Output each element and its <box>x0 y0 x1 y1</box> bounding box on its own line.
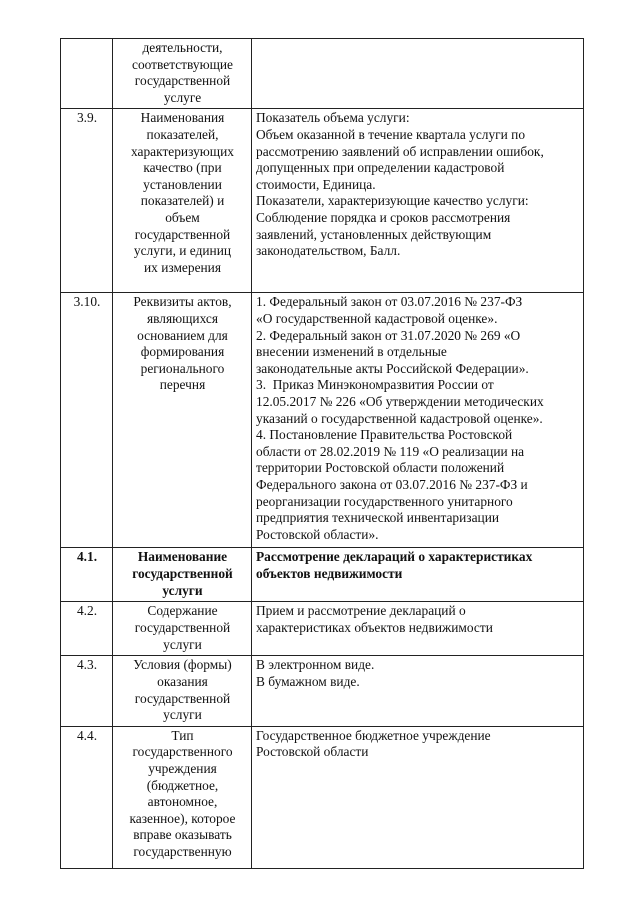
row-description <box>252 293 584 548</box>
row-name-line: их измерения <box>143 259 222 275</box>
row-name-line: казенное), которое <box>129 810 236 826</box>
row-description-line: В электронном виде. <box>256 657 375 673</box>
row-description-line: допущенных при определении кадастровой <box>256 160 505 176</box>
row-name-line: Тип <box>171 727 194 743</box>
row-description-line: реорганизации государственного унитарного <box>256 493 513 509</box>
row-description-line: законодательные акты Российской Федерации». <box>256 360 529 376</box>
row-name-line: деятельности, <box>142 40 223 55</box>
row-description-line: стоимости, Единица. <box>256 176 376 192</box>
row-description-line: Федерального закона от 03.07.2016 № 237-ФЗ и <box>256 476 528 492</box>
row-description-line: Государственное бюджетное учреждение <box>256 727 491 743</box>
row-name-line: услуги <box>162 582 203 598</box>
row-description-line: рассмотрению заявлений об исправлении ошибок, <box>256 143 544 159</box>
row-description-line: «О государственной кадастровой оценке». <box>256 310 498 326</box>
table-row <box>61 726 584 868</box>
row-description-line: Ростовской области». <box>256 526 379 542</box>
table-row <box>61 548 584 602</box>
row-name-line: регионального <box>140 360 225 376</box>
row-name-line: Содержание <box>147 603 218 619</box>
row-name-line: государственной <box>134 73 231 89</box>
row-description <box>252 109 584 293</box>
row-description <box>252 726 584 868</box>
row-name-line: установлении <box>143 176 222 192</box>
row-description-line: Рассмотрение деклараций о характеристиках <box>256 549 533 565</box>
row-name-line: государственной <box>134 690 231 706</box>
table-row <box>61 109 584 293</box>
row-description-line: 12.05.2017 № 226 «Об утверждении методических <box>256 393 544 409</box>
row-name <box>113 602 252 656</box>
row-description-line: области от 28.02.2019 № 119 «О реализации на <box>256 443 525 459</box>
row-name <box>113 726 252 868</box>
row-name-line: услуги <box>163 707 202 723</box>
row-description <box>252 548 584 602</box>
row-name-line: показателей, <box>146 126 219 142</box>
row-description-line: 3. Приказ Минэкономразвития России от <box>256 377 494 393</box>
row-description-line: характеристиках объектов недвижимости <box>256 619 493 635</box>
table-row <box>61 602 584 656</box>
row-description <box>252 39 584 109</box>
row-description-line: законодательством, Балл. <box>256 243 401 259</box>
row-description-line: Показатель объема услуги: <box>256 110 410 126</box>
row-name-line: услуги, и единиц <box>133 243 232 259</box>
table-row <box>61 39 584 109</box>
row-name-line: основанием для <box>137 327 228 343</box>
row-name-line: государственной <box>134 619 231 635</box>
row-name-line: Наименования <box>140 110 225 126</box>
row-description <box>252 602 584 656</box>
row-name-line: автономное, <box>147 794 218 810</box>
row-name-line: показателей) и <box>140 193 225 209</box>
row-name-line: государственной <box>132 565 233 581</box>
row-description-line: внесении изменений в отдельные <box>256 344 447 360</box>
row-number: 4.4. <box>61 726 113 868</box>
table-row <box>61 656 584 726</box>
row-description-line: заявлений, установленных действующим <box>256 226 492 242</box>
row-description-line: указаний о государственной кадастровой оценке». <box>256 410 543 426</box>
row-description <box>252 656 584 726</box>
row-description-line: территории Ростовской области положений <box>256 460 505 476</box>
row-name-line: являющихся <box>146 310 219 326</box>
row-name-line: учреждения <box>148 760 217 776</box>
row-name <box>113 548 252 602</box>
row-description-line: 1. Федеральный закон от 03.07.2016 № 237-ФЗ <box>256 294 523 310</box>
row-description-line: Показатели, характеризующие качество услуги: <box>256 193 529 209</box>
table-row <box>61 293 584 548</box>
row-name-line: (бюджетное, <box>146 777 219 793</box>
row-number: 4.3. <box>61 656 113 726</box>
row-number: 3.10. <box>61 293 113 548</box>
row-description-line: Объем оказанной в течение квартала услуги по <box>256 126 526 142</box>
row-number: 4.1. <box>61 548 113 602</box>
row-description-line: Ростовской области <box>256 744 369 760</box>
row-name-line: объем <box>165 209 200 225</box>
row-name-line: Реквизиты актов, <box>133 294 232 310</box>
row-description-line: 2. Федеральный закон от 31.07.2020 № 269 «О <box>256 327 521 343</box>
row-description-line: объектов недвижимости <box>256 565 403 581</box>
row-description-line: 4. Постановление Правительства Ростовской <box>256 427 513 443</box>
services-table <box>60 38 584 869</box>
row-name-line: соответствующие <box>132 56 233 72</box>
row-name-line: оказания <box>157 673 208 689</box>
row-name-line: государственную <box>133 843 232 859</box>
row-name-line: формирования <box>140 344 225 360</box>
row-name <box>113 293 252 548</box>
row-name-line: Условия (формы) <box>133 657 232 673</box>
row-name-line: услуге <box>163 89 202 105</box>
row-description-line: предприятия технической инвентаризации <box>256 510 500 526</box>
row-name-line: услуги <box>163 636 202 652</box>
row-number: 3.9. <box>61 109 113 293</box>
row-name-line: государственной <box>134 226 231 242</box>
row-name-line: характеризующих <box>131 143 234 159</box>
row-number: 4.2. <box>61 602 113 656</box>
services-table-body <box>61 39 584 869</box>
row-name <box>113 656 252 726</box>
row-description-line: В бумажном виде. <box>256 673 360 689</box>
row-name-line: Наименование <box>137 549 228 565</box>
row-name-line: перечня <box>159 377 206 393</box>
row-name-line: качество (при <box>143 160 222 176</box>
row-name-line: государственного <box>132 744 233 760</box>
row-number <box>61 39 113 109</box>
row-description-line: Прием и рассмотрение деклараций о <box>256 603 466 619</box>
row-name <box>113 109 252 293</box>
row-name <box>113 39 252 109</box>
row-description-line: Соблюдение порядка и сроков рассмотрения <box>256 209 511 225</box>
row-name-line: вправе оказывать <box>133 827 232 843</box>
